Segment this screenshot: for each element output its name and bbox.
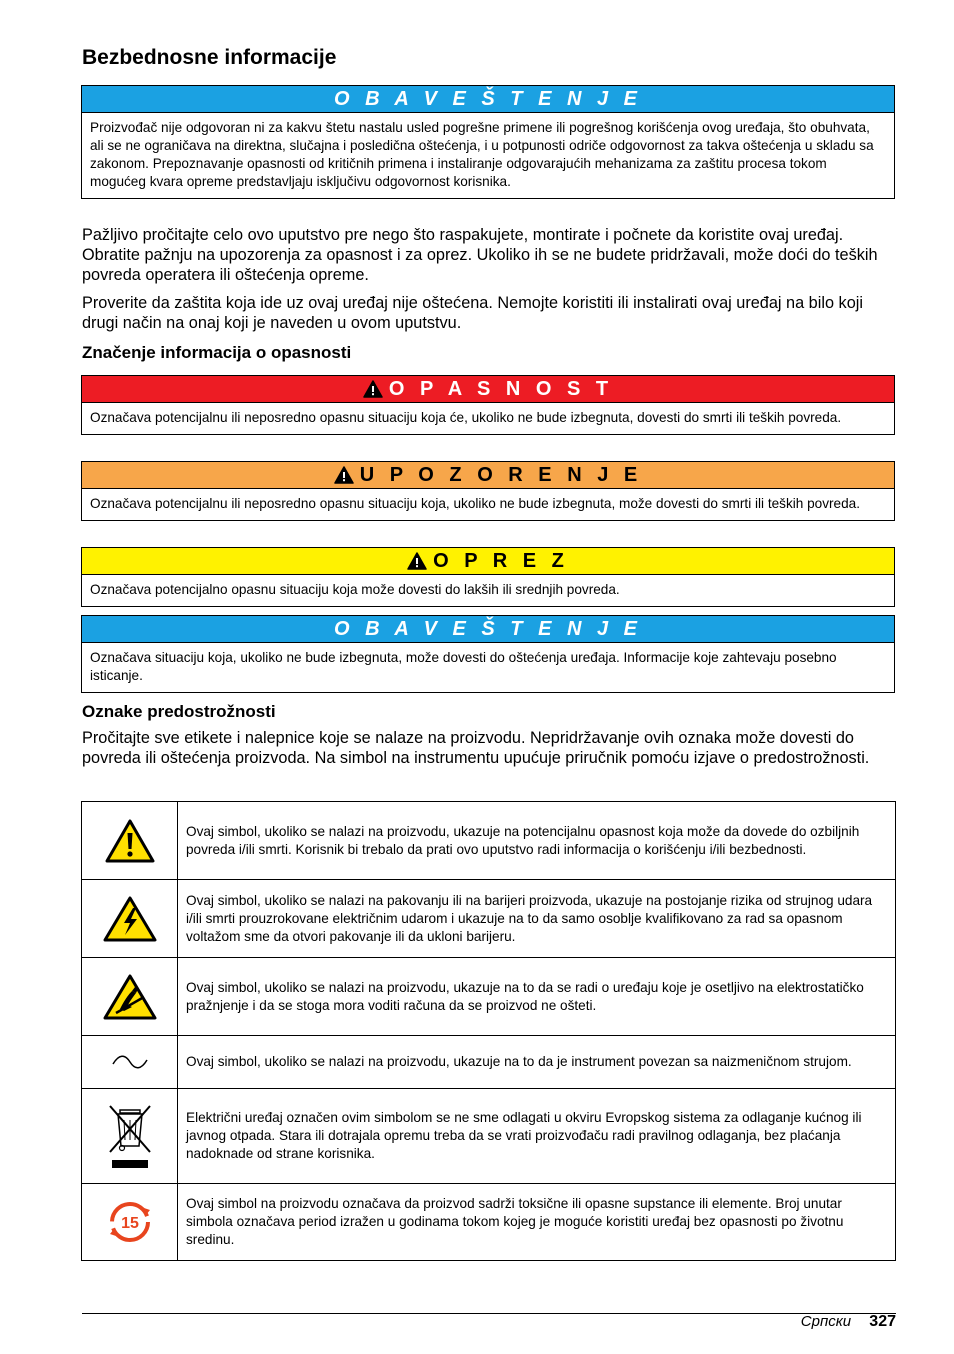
symbol-description: Ovaj simbol, ukoliko se nalazi na proizvodu, ukazuje na potencijalnu opasnost koja može da dovede do ozbiljnih povreda i/ili smrti. Korisnik bi trebalo da prati ovo uputstvo radi informacija o korišćenju i/ili bezbednosti.	[178, 802, 896, 880]
warning-box	[81, 461, 895, 521]
caution-header-label: O P R E Z	[433, 550, 569, 572]
warning-header	[82, 462, 894, 489]
danger-header	[82, 376, 894, 403]
danger-box	[81, 375, 895, 435]
weee-bin-icon	[104, 1102, 156, 1170]
epup-15-label: 15	[120, 1215, 139, 1232]
alternating-current-icon	[110, 1052, 150, 1072]
page-title: Bezbednosne informacije	[82, 46, 337, 69]
symbol-description: Električni uređaj označen ovim simbolom se ne sme odlagati u okviru Evropskog sistema za odlaganje kućnog ili javnog otpada. Stara ili dotrajala opremu treba da se vrati proizvođaču radi pravilnog odlaganja, bez plaćanja nadoknade od strane korisnika.	[178, 1089, 896, 1184]
table-row	[82, 880, 896, 958]
danger-text: Označava potencijalnu ili neposredno opasnu situaciju koja će, ukoliko ne bude izbegnuta, dovesti do smrti ili teških povreda.	[90, 410, 842, 425]
notice-text: Proizvođač nije odgovoran ni za kakvu štetu nastalu usled pogrešne primene ili pogrešnog korišćenja ovog uređaja, što obuhvata, ali se ne ograničava na direktna, slučajna i posledična oštećenja, i u potpunosti odriče odgovornost za takva oštećenja u skladu sa zakonom. Prepoznavanje opasnosti od kritičnih primena i instaliranje odgovarajućih mehanizama za zaštitu procesa tokom mogućeg kvara opreme predstavljaju isključivu odgovornost korisnika.	[90, 120, 874, 189]
warning-triangle-icon	[104, 818, 156, 864]
footer-divider	[82, 1313, 896, 1314]
danger-header-label: O P A S N O S T	[388, 378, 614, 400]
intro-paragraph-2: Proverite da zaštita koja ide uz ovaj uređaj nije oštećena. Nemojte koristiti ili instalirati ovaj uređaj na bilo koji drugi način na onaj koji je naveden u ovom uputstvu.	[82, 294, 863, 332]
warning-text: Označava potencijalnu ili neposredno opasnu situaciju koja, ukoliko ne bude izbegnuta, može dovesti do smrti ili teških povreda.	[90, 496, 861, 511]
caution-text: Označava potencijalno opasnu situaciju koja može dovesti do lakših ili srednjih povreda.	[90, 582, 620, 597]
symbol-table	[81, 801, 896, 1261]
warning-triangle-icon	[363, 380, 383, 398]
caution-box	[81, 547, 895, 607]
intro-paragraph-1: Pažljivo pročitajte celo ovo uputstvo pre nego što raspakujete, montirate i počnete da koristite ovaj uređaj. Obratite pažnju na upozorenja za opasnost i za oprez. Ukoliko ih se ne budete pridržavali, može doći do teških povreda operatera ili oštećenja opreme.	[82, 226, 878, 284]
table-row	[82, 958, 896, 1036]
table-row	[82, 802, 896, 880]
section-heading-hazard: Značenje informacija o opasnosti	[82, 343, 352, 362]
page-number: 327	[869, 1313, 896, 1330]
footer-language: Српски	[800, 1313, 852, 1330]
table-row	[82, 1184, 896, 1261]
notice-header-2	[82, 616, 894, 643]
notice-text-2: Označava situaciju koja, ukoliko ne bude izbegnuta, može dovesti do oštećenja uređaja. Informacije koje zahtevaju posebno isticanje.	[90, 650, 837, 683]
page-footer	[801, 1313, 896, 1331]
esd-icon	[102, 973, 158, 1021]
table-row	[82, 1036, 896, 1089]
warning-triangle-icon	[407, 552, 427, 570]
section-heading-labels: Oznake predostrožnosti	[82, 702, 276, 721]
symbol-description: Ovaj simbol na proizvodu označava da proizvod sadrži toksične ili opasne supstance ili elemente. Broj unutar simbola označava period izražen u godinama tokom kojeg je moguće koristiti uređaj bez opasnosti po životnu sredinu.	[178, 1184, 896, 1261]
notice-box	[81, 615, 895, 693]
labels-paragraph: Pročitajte sve etikete i nalepnice koje se nalaze na proizvodu. Nepridržavanje ovih oznaka može dovesti do povreda ili oštećenja proizvoda. Na simbol na instrumentu upućuje priručnik pomoću izjave o predostrožnosti.	[82, 729, 870, 767]
symbol-description: Ovaj simbol, ukoliko se nalazi na pakovanju ili na barijeri proizvoda, ukazuje na postojanje rizika od strujnog udara i/ili smrti prouzrokovane električnim udarom i ukazuje na to da samo osoblje kvalifikovano za rad sa opasnom voltažom sme da otvori pakovanje ili da ukloni barijeru.	[178, 880, 896, 958]
electric-shock-icon	[102, 895, 158, 943]
notice-header-label-2: O B A V E Š T E N J E	[333, 618, 642, 640]
warning-header-label: U P O Z O R E N J E	[359, 464, 643, 486]
epup-15-icon	[106, 1198, 154, 1246]
notice-header-label: O B A V E Š T E N J E	[333, 88, 642, 110]
symbol-description: Ovaj simbol, ukoliko se nalazi na proizvodu, ukazuje na to da se radi o uređaju koje je osetljivo na elektrostatičko pražnjenje i da se stoga mora voditi računa da se proizvod ne ošteti.	[178, 958, 896, 1036]
table-row	[82, 1089, 896, 1184]
notice-header	[82, 86, 894, 113]
caution-header	[82, 548, 894, 575]
symbol-description: Ovaj simbol, ukoliko se nalazi na proizvodu, ukazuje na to da je instrument povezan sa naizmeničnom strujom.	[178, 1036, 896, 1089]
notice-box-top	[81, 85, 895, 199]
warning-triangle-icon	[334, 466, 354, 484]
